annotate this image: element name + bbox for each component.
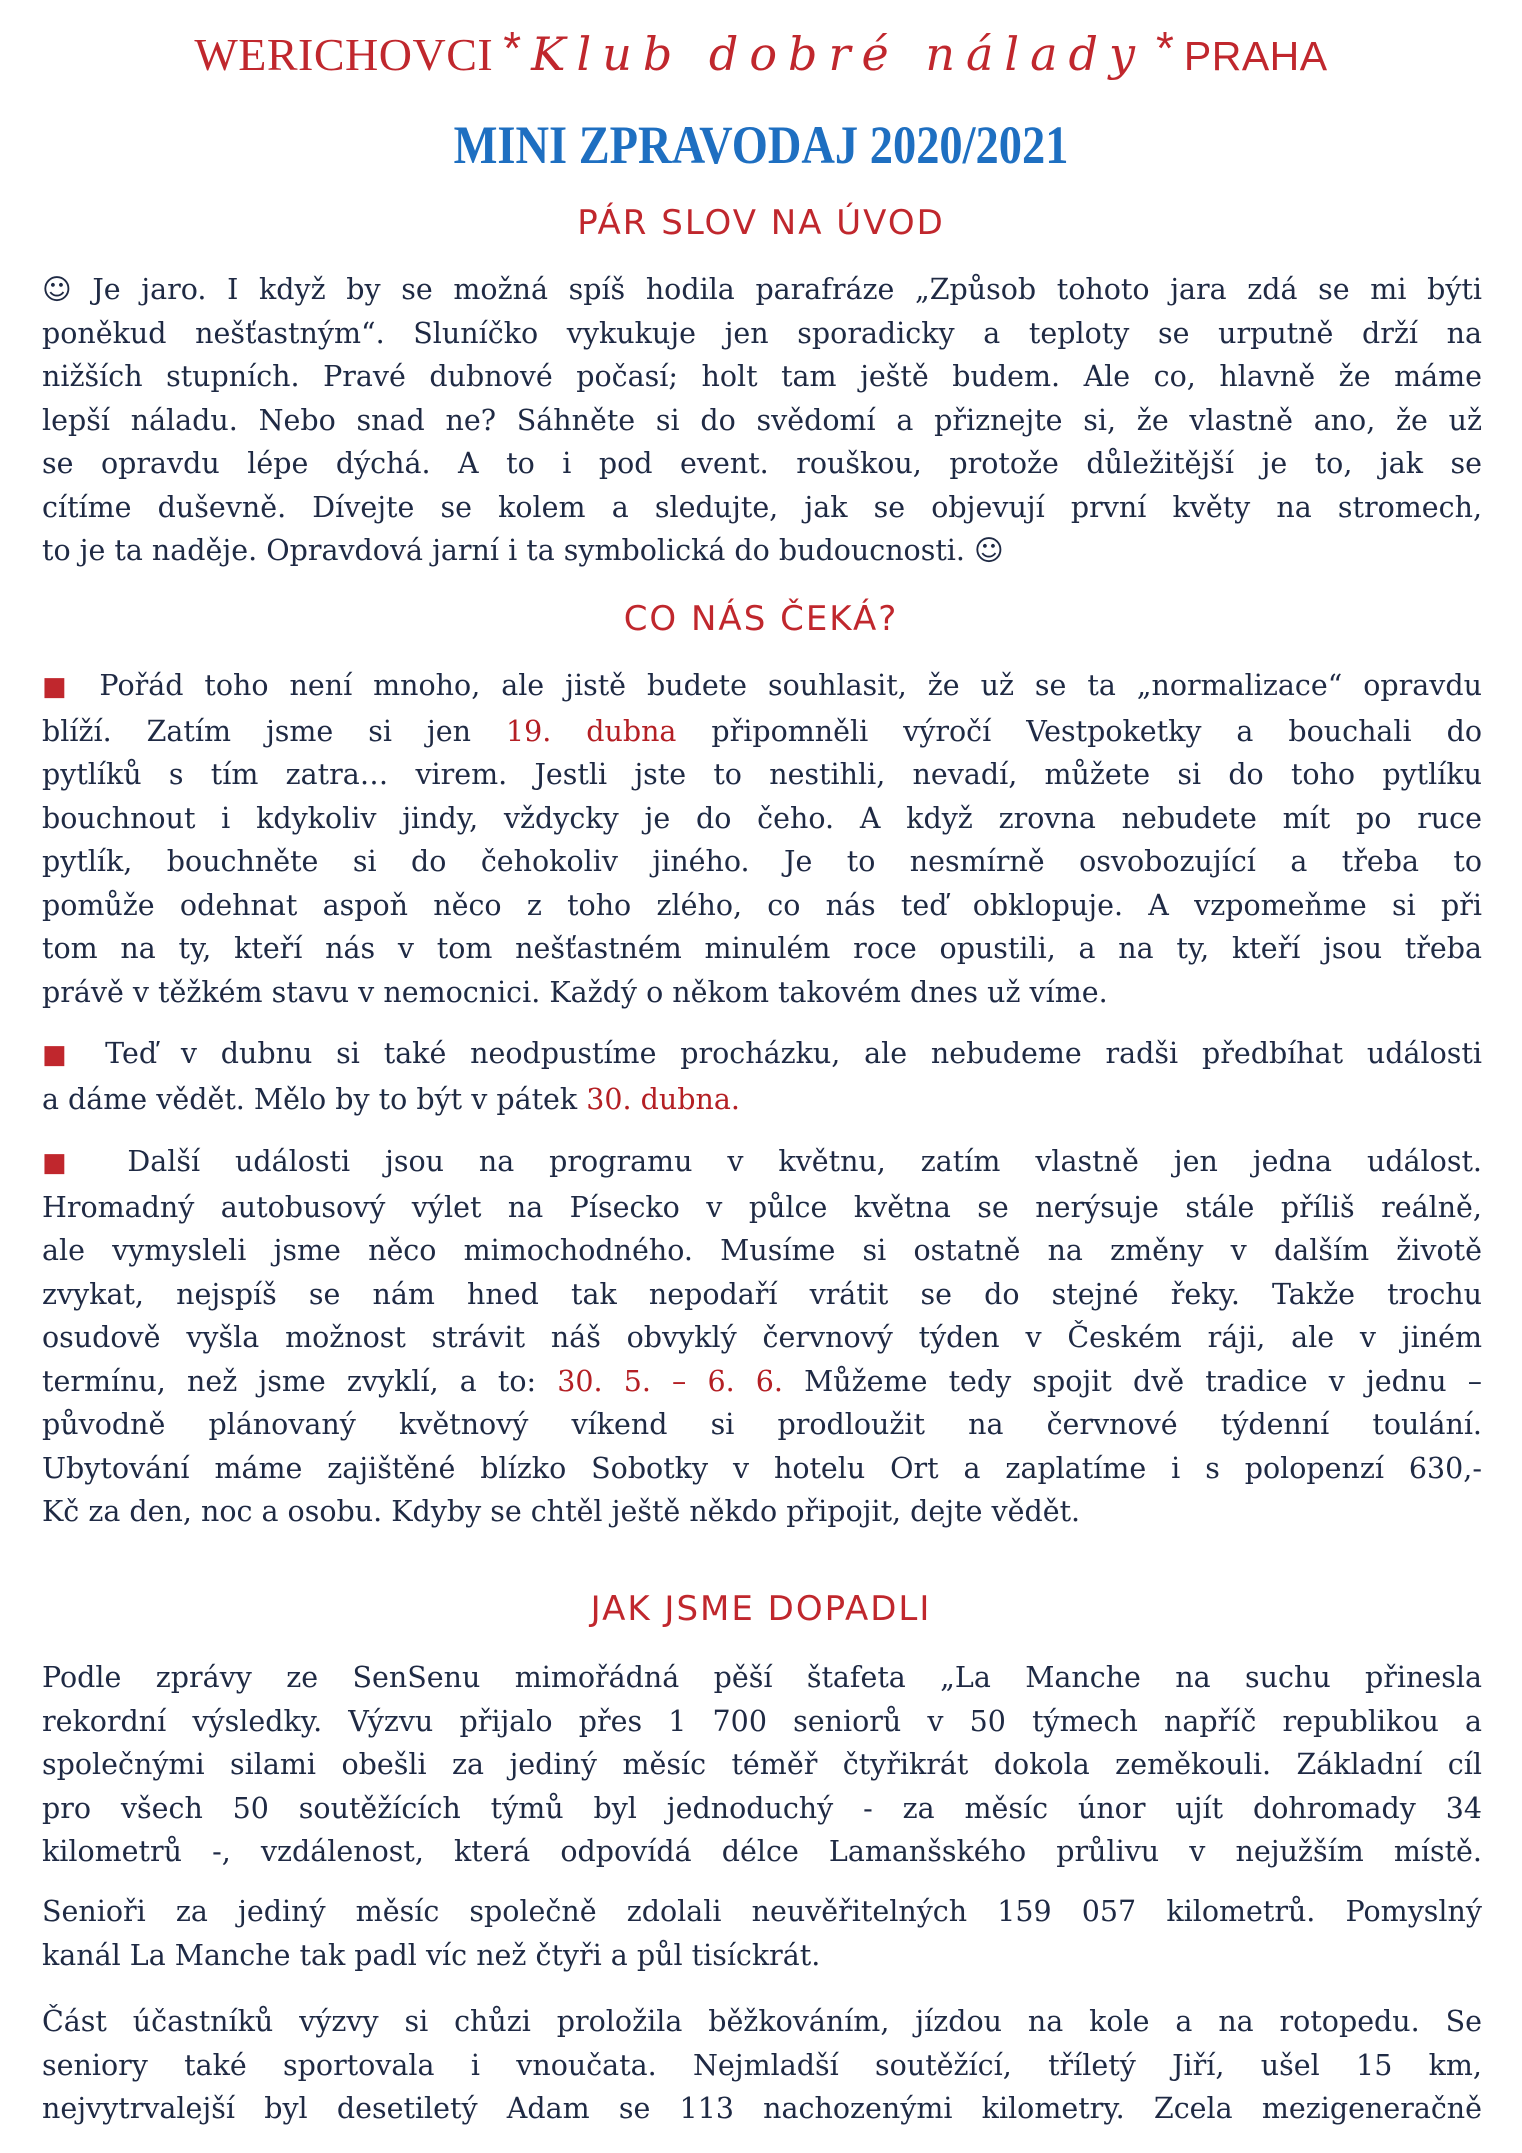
results-paragraph-2 <box>42 1890 1482 1977</box>
text-line: lepší náladu. Nebo snad ne? Sáhněte si do svědomí a přiznejte si, že vlastně ano, že už <box>42 403 1482 437</box>
text-line: termínu, než jsme zvyklí, a to: 30. 5. – 6. 6. Můžeme tedy spojit dvě tradice v jednu – <box>42 1364 1482 1398</box>
section-heading-upcoming: CO NÁS ČEKÁ? <box>623 599 899 639</box>
bullet-square-icon: ■ <box>42 1040 82 1070</box>
text-line: zvykat, nejspíš se nám hned tak nepodaří vrátit se do stejné řeky. Takže trochu <box>42 1277 1482 1311</box>
star-left: * <box>503 22 522 74</box>
text-line: poněkud nešťastným“. Sluníčko vykukuje jen sporadicky a teploty se urputně drží na <box>42 316 1482 350</box>
text-line: Podle zprávy ze SenSenu mimořádná pěší štafeta „La Manche na suchu přinesla <box>42 1661 1482 1694</box>
text-line: kanál La Manche tak padl víc než čtyři a půl tisíckrát. <box>42 1938 821 1972</box>
results-paragraph-3 <box>42 2000 1482 2131</box>
text-line: bouchnout i kdykoliv jindy, vždycky je do čeho. A když zrovna nebudete mít po ruce <box>42 801 1482 835</box>
newsletter-title: MINI ZPRAVODAJ 2020/2021 <box>453 115 1069 175</box>
text-line: ale vymysleli jsme něco mimochodného. Musíme si ostatně na změny v dalším životě <box>42 1234 1482 1267</box>
text-line: ☺ Je jaro. I když by se možná spíš hodila parafráze „Způsob tohoto jara zdá se mi býti <box>42 273 1482 306</box>
section-heading-intro: PÁR SLOV NA ÚVOD <box>577 203 945 243</box>
text-line: nejvytrvalejší byl desetiletý Adam se 113 nachozenými kilometry. Zcela mezigeneračně <box>42 2092 1482 2125</box>
text-line: pomůže odehnat aspoň něco z toho zlého, co nás teď obklopuje. A vzpomeňme si při <box>42 888 1482 922</box>
date-highlight: 19. dubna <box>505 714 677 748</box>
intro-paragraph <box>42 268 1482 573</box>
text-line: to je ta naděje. Opravdová jarní i ta symbolická do budoucnosti. ☺ <box>42 534 1004 567</box>
text-line: ■ Další události jsou na programu v květnu, zatím vlastně jen jedna událost. <box>42 1145 1482 1178</box>
text-line: blíží. Zatím jsme si jen 19. dubna připomněli výročí Vestpoketky a bouchali do <box>42 714 1482 748</box>
text-line: nižších stupních. Pravé dubnové počasí; holt tam ještě budem. Ale co, hlavně že máme <box>42 360 1482 393</box>
smiley-icon: ☺ <box>974 534 1004 567</box>
upcoming-paragraph-2 <box>42 1032 1482 1121</box>
text-line: společnými silami obešli za jediný měsíc téměř čtyřikrát dokola zeměkouli. Základní cíl <box>42 1748 1482 1781</box>
text-line: osudově vyšla možnost strávit náš obvyklý červnový týden v Českém ráji, ale v jiném <box>42 1321 1482 1354</box>
smiley-icon: ☺ <box>42 273 72 306</box>
upcoming-paragraph-1 <box>42 664 1482 1014</box>
bullet-square-icon: ■ <box>42 1148 93 1178</box>
text-line: pytlík, bouchněte si do čehokoliv jiného. Je to nesmírně osvobozující a třeba to <box>42 845 1482 878</box>
text-line: rekordní výsledky. Výzvu přijalo přes 1 700 seniorů v 50 týmech napříč republikou a <box>42 1704 1482 1738</box>
text-line: původně plánovaný květnový víkend si prodloužit na červnové týdenní toulání. <box>42 1408 1482 1441</box>
text-line: kilometrů -, vzdálenost, která odpovídá délce Lamanšského průlivu v nejužším místě. <box>42 1835 1482 1868</box>
club-slogan: Klub dobré nálady <box>531 27 1146 81</box>
text-line: pro všech 50 soutěžících týmů byl jednoduchý - za měsíc únor ujít dohromady 34 <box>42 1791 1482 1825</box>
text-line: pytlíků s tím zatra… virem. Jestli jste to nestihli, nevadí, můžete si do toho pytlíku <box>42 758 1482 791</box>
bullet-square-icon: ■ <box>42 672 79 702</box>
text-line: a dáme vědět. Mělo by to být v pátek 30. dubna. <box>42 1082 740 1116</box>
masthead <box>0 24 1522 95</box>
text-line: se opravdu lépe dýchá. A to i pod event. rouškou, protože důležitější je to, jak se <box>42 447 1482 480</box>
text-line: Ubytování máme zajištěné blízko Sobotky v hotelu Ort a zaplatíme i s polopenzí 630,- <box>42 1451 1482 1485</box>
results-paragraph-1 <box>42 1656 1482 1874</box>
text-line: cítíme duševně. Dívejte se kolem a sledujte, jak se objevují první květy na stromech, <box>42 490 1482 524</box>
text-line: Hromadný autobusový výlet na Písecko v půlce května se nerýsuje stále příliš reálně, <box>42 1190 1482 1224</box>
text-line: tom na ty, kteří nás v tom nešťastném minulém roce opustili, a na ty, kteří jsou třeba <box>42 932 1482 965</box>
text-line: právě v těžkém stavu v nemocnici. Každý o někom takovém dnes už víme. <box>42 975 1108 1009</box>
text-line: Kč za den, noc a osobu. Kdyby se chtěl ještě někdo připojit, dejte vědět. <box>42 1495 1081 1528</box>
club-name-left: WERICHOVCI <box>194 29 494 80</box>
text-line: ■ Pořád toho není mnoho, ale jistě budete souhlasit, že už se ta „normalizace“ opravdu <box>42 669 1482 702</box>
text-line: Část účastníků výzvy si chůzi proložila běžkováním, jízdou na kole a na rotopedu. Se <box>42 2005 1482 2038</box>
star-right: * <box>1155 22 1174 74</box>
text-line: seniory také sportovala i vnoučata. Nejmladší soutěžící, tříletý Jiří, ušel 15 km, <box>42 2048 1482 2082</box>
date-highlight: 30. 5. – 6. 6. <box>557 1364 783 1398</box>
section-heading-results: JAK JSME DOPADLI <box>590 1589 932 1629</box>
club-city: PRAHA <box>1183 33 1328 79</box>
text-line: Senioři za jediný měsíc společně zdolali neuvěřitelných 159 057 kilometrů. Pomyslný <box>42 1895 1482 1928</box>
upcoming-paragraph-3 <box>42 1140 1482 1534</box>
text-line: ■ Teď v dubnu si také neodpustíme procházku, ale nebudeme radši předbíhat události <box>42 1037 1482 1070</box>
date-highlight: 30. dubna. <box>586 1082 740 1116</box>
